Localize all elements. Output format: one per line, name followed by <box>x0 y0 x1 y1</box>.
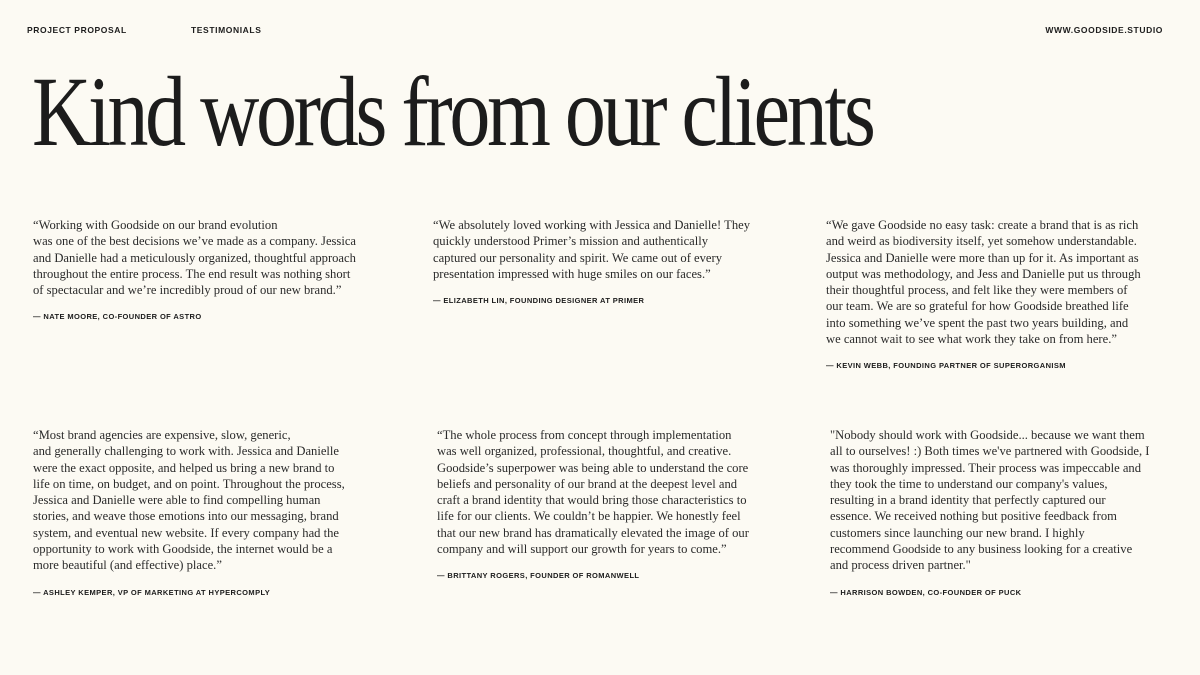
testimonial-quote: “We absolutely loved working with Jessica and Danielle! They quickly understood Primer’s mission and authentically captured our personality and spirit. We came out of every presentation impressed with huge smiles on our faces.” <box>433 218 751 281</box>
testimonial-quote: “Working with Goodside on our brand evolution was one of the best decisions we’ve made as a company. Jessica and Danielle had a meticulously organized, thoughtful approach throughout the entire process. The end result was nothing short of spectacular and we’re incredibly proud of our new brand.” <box>33 218 357 298</box>
testimonial-quote: “Most brand agencies are expensive, slow, generic, and generally challenging to work with. Jessica and Danielle were the exact opposite, and helped us bring a new brand to life on time, on budget, and on point. Throughout the process, Jessica and Danielle were able to find compelling human stories, and weave those emotions into our messaging, brand system, and eventual new website. If every company had the opportunity to work with Goodside, the internet would be a more beautiful (and effective) place.” <box>33 428 345 573</box>
testimonial-author: — KEVIN WEBB, FOUNDING PARTNER OF SUPERORGANISM <box>826 361 1066 371</box>
page-title: Kind words from our clients <box>32 56 873 167</box>
testimonial-quote: “We gave Goodside no easy task: create a brand that is as rich and weird as biodiversity itself, yet somehow understandable. Jessica and Danielle were more than up for it. As important as output was methodology, and Jess and Danielle put us through their thoughtful process, and felt like they were members of our team. We are so grateful for how Goodside breathed life into something we’ve spent the past two years building, and we cannot wait to see what work they take on from here.” <box>826 218 1141 347</box>
website-link[interactable]: WWW.GOODSIDE.STUDIO <box>1045 25 1163 35</box>
testimonial-author: — ASHLEY KEMPER, VP OF MARKETING AT HYPERCOMPLY <box>33 587 271 597</box>
testimonial-author: — BRITTANY ROGERS, FOUNDER OF ROMANWELL <box>437 571 640 581</box>
testimonial-author: — ELIZABETH LIN, FOUNDING DESIGNER AT PRIMER <box>433 296 645 306</box>
testimonial-author: — NATE MOORE, CO-FOUNDER OF ASTRO <box>33 312 202 322</box>
page-label: TESTIMONIALS <box>191 25 262 35</box>
testimonial-card <box>830 427 1150 597</box>
testimonial-card <box>437 427 749 580</box>
testimonial-quote: “The whole process from concept through implementation was well organized, professional, thoughtful, and creative. Goodside’s superpower was being able to understand the core beliefs and personality of our brand at the deepest level and craft a brand identity that would bring those characteristics to life for our clients. We couldn’t be happier. We honestly feel that our new brand has dramatically elevated the image of our company and will support our growth for years to come.” <box>437 428 749 557</box>
testimonial-card <box>433 217 750 305</box>
testimonial-card <box>33 217 356 321</box>
testimonial-quote: "Nobody should work with Goodside... because we want them all to ourselves! :) Both times we've partnered with Goodside, I was thoroughly impressed. Their process was impeccable and they took the time to understand our company's values, resulting in a brand identity that perfectly captured our essence. We received nothing but positive feedback from customers since launching our new brand. I highly recommend Goodside to any business looking for a creative and process driven partner." <box>830 428 1150 573</box>
testimonial-author: — HARRISON BOWDEN, CO-FOUNDER OF PUCK <box>830 587 1022 597</box>
section-label: PROJECT PROPOSAL <box>27 25 127 35</box>
testimonial-card <box>826 217 1141 370</box>
testimonial-card <box>33 427 345 597</box>
